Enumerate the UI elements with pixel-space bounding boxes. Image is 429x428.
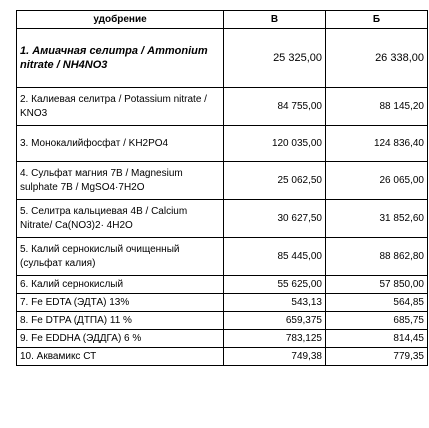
table-row xyxy=(17,312,428,330)
table-row xyxy=(17,88,428,126)
fertilizer-name: 9. Fe EDDHA (ЭДДГА) 6 % xyxy=(17,330,224,348)
header-row xyxy=(17,11,428,29)
price-b: 84 755,00 xyxy=(224,88,326,126)
price-b: 25 062,50 xyxy=(224,162,326,200)
table-row xyxy=(17,162,428,200)
fertilizer-name: 1. Амиачная селитра / Ammonium nitrate / NH4NO3 xyxy=(17,29,224,88)
price-c: 88 145,20 xyxy=(326,88,428,126)
price-b: 749,38 xyxy=(224,348,326,366)
price-b: 783,125 xyxy=(224,330,326,348)
price-b: 55 625,00 xyxy=(224,276,326,294)
fertilizer-name: 4. Сульфат магния 7В / Magnesium sulphate 7В / MgSO4·7H2O xyxy=(17,162,224,200)
table-row xyxy=(17,238,428,276)
header-fertilizer: удобрение xyxy=(17,11,224,29)
fertilizer-name: 8. Fe DTPA (ДТПА) 11 % xyxy=(17,312,224,330)
header-c: Б xyxy=(326,11,428,29)
price-c: 57 850,00 xyxy=(326,276,428,294)
fertilizer-name: 2. Калиевая селитра / Potassium nitrate / KNO3 xyxy=(17,88,224,126)
price-b: 30 627,50 xyxy=(224,200,326,238)
fertilizer-name: 5. Селитра кальциевая 4В / Calcium Nitrate/ Ca(NO3)2· 4H2O xyxy=(17,200,224,238)
fertilizer-name: 6. Калий сернокислый xyxy=(17,276,224,294)
price-b: 659,375 xyxy=(224,312,326,330)
table-row xyxy=(17,126,428,162)
table-row xyxy=(17,294,428,312)
price-c: 26 338,00 xyxy=(326,29,428,88)
price-b: 543,13 xyxy=(224,294,326,312)
price-b: 85 445,00 xyxy=(224,238,326,276)
table-row xyxy=(17,200,428,238)
table-row xyxy=(17,29,428,88)
header-b: В xyxy=(224,11,326,29)
table-row xyxy=(17,348,428,366)
price-c: 779,35 xyxy=(326,348,428,366)
price-c: 814,45 xyxy=(326,330,428,348)
fertilizer-name: 7. Fe EDTA (ЭДТА) 13% xyxy=(17,294,224,312)
price-b: 25 325,00 xyxy=(224,29,326,88)
price-c: 31 852,60 xyxy=(326,200,428,238)
price-b: 120 035,00 xyxy=(224,126,326,162)
table-row xyxy=(17,276,428,294)
price-table xyxy=(16,10,428,366)
price-c: 124 836,40 xyxy=(326,126,428,162)
price-c: 685,75 xyxy=(326,312,428,330)
fertilizer-name: 10. Аквамикс СТ xyxy=(17,348,224,366)
fertilizer-name: 5. Калий сернокислый очищенный (сульфат калия) xyxy=(17,238,224,276)
fertilizer-name: 3. Монокалийфосфат / KH2PO4 xyxy=(17,126,224,162)
price-c: 26 065,00 xyxy=(326,162,428,200)
price-c: 88 862,80 xyxy=(326,238,428,276)
table-row xyxy=(17,330,428,348)
price-c: 564,85 xyxy=(326,294,428,312)
